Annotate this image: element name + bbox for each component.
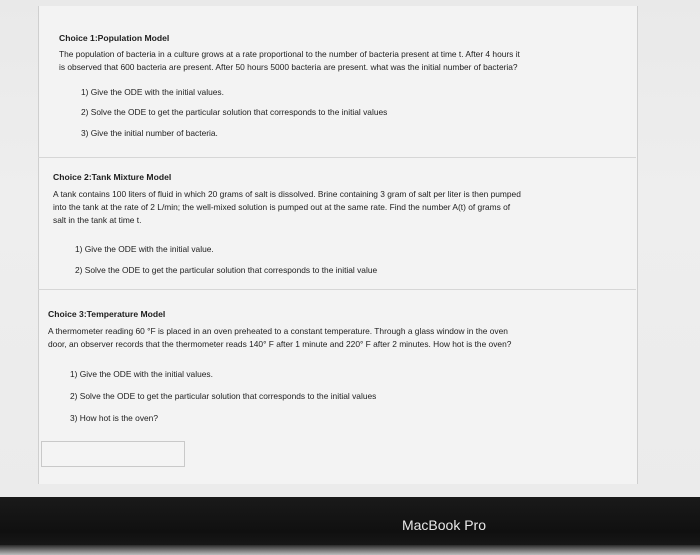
- choice1-item-1: 1) Give the ODE with the initial values.: [81, 87, 224, 97]
- choice3-item-3: 3) How hot is the oven?: [70, 413, 158, 423]
- answer-input-box[interactable]: [41, 441, 185, 467]
- choice2-text-line2: into the tank at the rate of 2 L/min; the well-mixed solution is pumped out at the same rate. Find the number A(t) of grams of: [53, 202, 511, 212]
- choice3-text-line2: door, an observer records that the thermometer reads 140° F after 1 minute and 220° F after 2 minutes. How hot is the oven?: [48, 339, 512, 349]
- choice1-text-line1: The population of bacteria in a culture grows at a rate proportional to the number of bacteria present at time t. After 4 hours it: [59, 49, 520, 59]
- choice2-title: Choice 2:Tank Mixture Model: [53, 172, 172, 182]
- choice3-title: Choice 3:Temperature Model: [48, 309, 166, 319]
- choice2-item-1: 1) Give the ODE with the initial value.: [75, 244, 214, 254]
- choice2-section: [53, 172, 623, 282]
- laptop-edge: [0, 545, 700, 555]
- choice1-item-2: 2) Solve the ODE to get the particular solution that corresponds to the initial values: [81, 107, 388, 117]
- section-divider: [38, 289, 636, 290]
- choice1-title: Choice 1:Population Model: [59, 33, 170, 43]
- choice3-item-1: 1) Give the ODE with the initial values.: [70, 369, 213, 379]
- section-divider: [38, 157, 636, 158]
- choice1-text-line2: is observed that 600 bacteria are present. After 50 hours 5000 bacteria are present. what was the initial number of bacteria?: [59, 62, 518, 72]
- choice3-item-2: 2) Solve the ODE to get the particular solution that corresponds to the initial values: [70, 391, 377, 401]
- choice3-text-line1: A thermometer reading 60 °F is placed in an oven preheated to a constant temperature. Through a glass window in the oven: [48, 326, 508, 336]
- choice1-section: [59, 33, 619, 148]
- laptop-brand-label: MacBook Pro: [401, 517, 487, 533]
- choice1-item-3: 3) Give the initial number of bacteria.: [81, 128, 218, 138]
- choice2-item-2: 2) Solve the ODE to get the particular solution that corresponds to the initial value: [75, 265, 378, 275]
- choice2-text-line1: A tank contains 100 liters of fluid in which 20 grams of salt is dissolved. Brine containing 3 gram of salt per liter is then pumped: [53, 189, 521, 199]
- choice3-section: [48, 309, 628, 429]
- choice2-text-line3: salt in the tank at time t.: [53, 215, 142, 225]
